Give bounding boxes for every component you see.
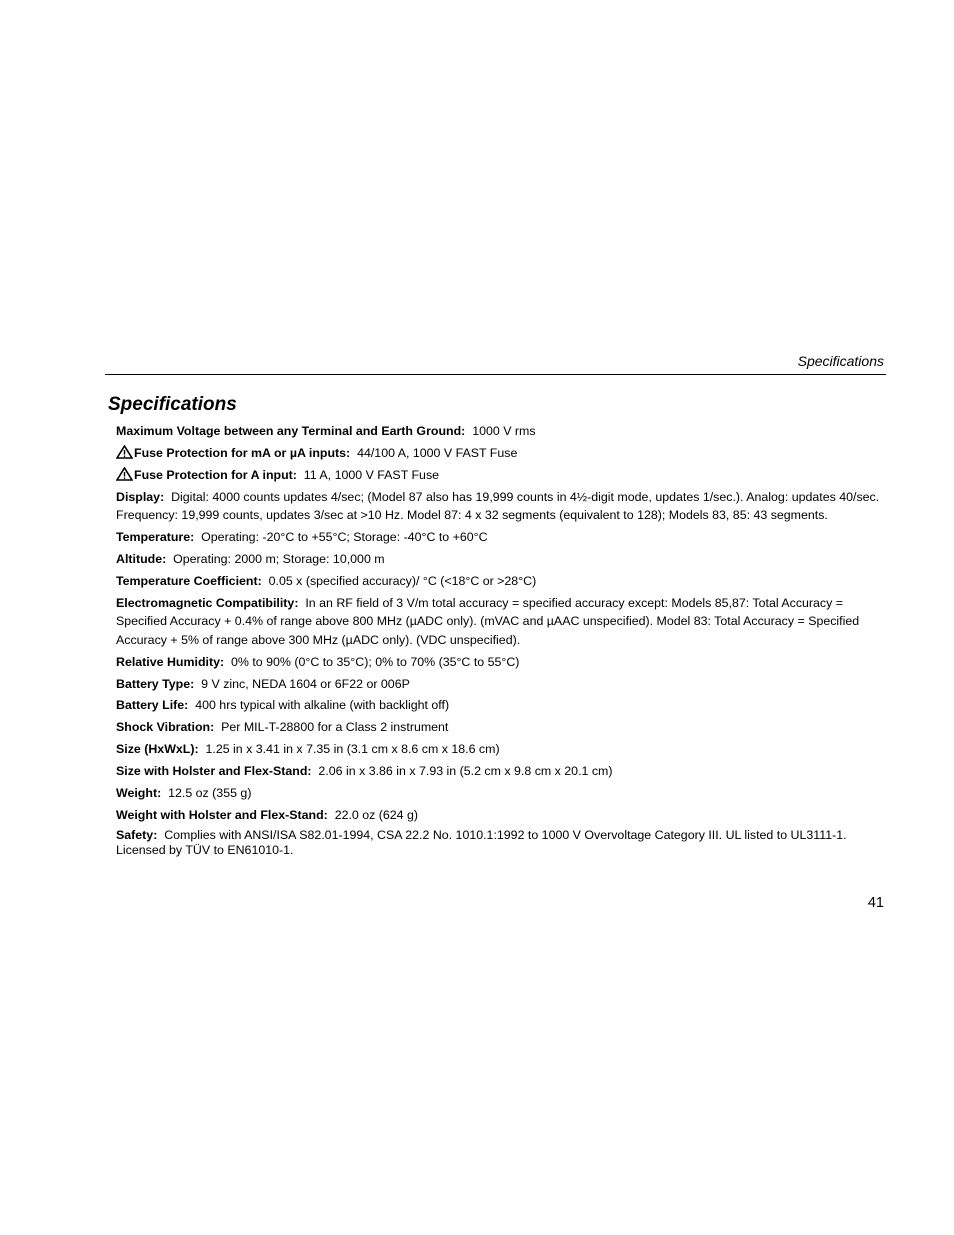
spec-item-size [116, 740, 891, 759]
spec-item-relative-humidity [116, 653, 891, 672]
spec-item-weight [116, 784, 891, 803]
spec-value: 0% to 90% (0°C to 35°C); 0% to 70% (35°C to 55°C) [231, 654, 520, 669]
spec-label: Battery Type: [116, 676, 195, 691]
spec-item-battery-life [116, 696, 891, 715]
spec-value: 11 A, 1000 V FAST Fuse [303, 467, 440, 482]
spec-item-fuse-a [116, 466, 891, 485]
spec-list [116, 422, 891, 859]
spec-label: Altitude: [116, 551, 167, 566]
spec-label: Fuse Protection for A input: [134, 467, 297, 482]
spec-value: Complies with ANSI/ISA S82.01-1994, CSA 22.2 No. 1010.1:1992 to 1000 V Overvoltage Category III. UL listed to UL3111-1. Licensed by TÜV to EN61010-1. [116, 827, 847, 858]
spec-value: 12.5 oz (355 g) [168, 785, 252, 800]
spec-label: Shock Vibration: [116, 720, 215, 735]
header-rule [105, 374, 886, 375]
spec-label: Size (HxWxL): [116, 742, 199, 757]
spec-label: Maximum Voltage between any Terminal and Earth Ground: [116, 424, 466, 438]
spec-value: 2.06 in x 3.86 in x 7.93 in (5.2 cm x 9.8 cm x 20.1 cm) [318, 764, 613, 779]
spec-item-max-voltage [116, 422, 891, 441]
spec-value: 1000 V rms [472, 424, 536, 438]
spec-label: Temperature: [116, 530, 195, 545]
spec-item-shock-vibration [116, 718, 891, 737]
spec-value: 44/100 A, 1000 V FAST Fuse [357, 445, 518, 460]
section-title: Specifications [108, 394, 237, 415]
spec-item-safety [116, 828, 891, 859]
spec-item-altitude [116, 550, 891, 569]
spec-value: Per MIL-T-28800 for a Class 2 instrument [221, 720, 449, 735]
page-number: 41 [867, 895, 884, 911]
spec-item-emc [116, 594, 891, 650]
spec-value: Operating: 2000 m; Storage: 10,000 m [173, 551, 385, 566]
spec-label: Battery Life: [116, 698, 189, 713]
spec-value: In an RF field of 3 V/m total accuracy = specified accuracy except: Models 85,87: Total Accuracy = Specified Accuracy + 0.4% of range above 800 MHz (µADC only). (mVAC and µAAC unspecified). Model 83: Total Accuracy = Specified Accuracy + 5% of range above 300 MHz (µADC only). (VDC unspecified). [116, 595, 860, 647]
spec-value: 0.05 x (specified accuracy)/ °C (<18°C or >28°C) [268, 573, 537, 588]
spec-label: Safety: [116, 827, 158, 842]
spec-value: 1.25 in x 3.41 in x 7.35 in (3.1 cm x 8.6 cm x 18.6 cm) [205, 742, 500, 757]
spec-label: Weight with Holster and Flex-Stand: [116, 807, 328, 822]
running-header: Specifications [797, 353, 884, 369]
spec-value: Digital: 4000 counts updates 4/sec; (Model 87 also has 19,999 counts in 4½-digit mode, updates 1/sec.). Analog: updates 40/sec. Frequency: 19,999 counts, updates 3/sec at >10 Hz. Model 87: 4 x 32 segments (equivalent to 128); Models 83, 85: 43 segments. [116, 489, 880, 523]
spec-item-size-holster [116, 762, 891, 781]
warning-triangle-icon [116, 445, 133, 459]
spec-value: 22.0 oz (624 g) [334, 807, 419, 822]
spec-label: Fuse Protection for mA or µA inputs: [134, 445, 351, 460]
spec-item-battery-type [116, 675, 891, 694]
spec-label: Size with Holster and Flex-Stand: [116, 764, 312, 779]
spec-value: 400 hrs typical with alkaline (with backlight off) [195, 698, 450, 713]
spec-item-weight-holster [116, 806, 891, 825]
spec-item-temperature-coefficient [116, 572, 891, 591]
spec-label: Weight: [116, 785, 162, 800]
spec-item-temperature [116, 528, 891, 547]
spec-item-fuse-ma [116, 444, 891, 463]
spec-label: Electromagnetic Compatibility: [116, 595, 299, 610]
warning-triangle-icon [116, 467, 133, 481]
spec-value: 9 V zinc, NEDA 1604 or 6F22 or 006P [201, 676, 410, 691]
spec-item-display [116, 488, 891, 525]
spec-label: Temperature Coefficient: [116, 573, 262, 588]
spec-label: Display: [116, 489, 165, 504]
spec-value: Operating: -20°C to +55°C; Storage: -40°C to +60°C [201, 530, 488, 545]
spec-label: Relative Humidity: [116, 654, 225, 669]
